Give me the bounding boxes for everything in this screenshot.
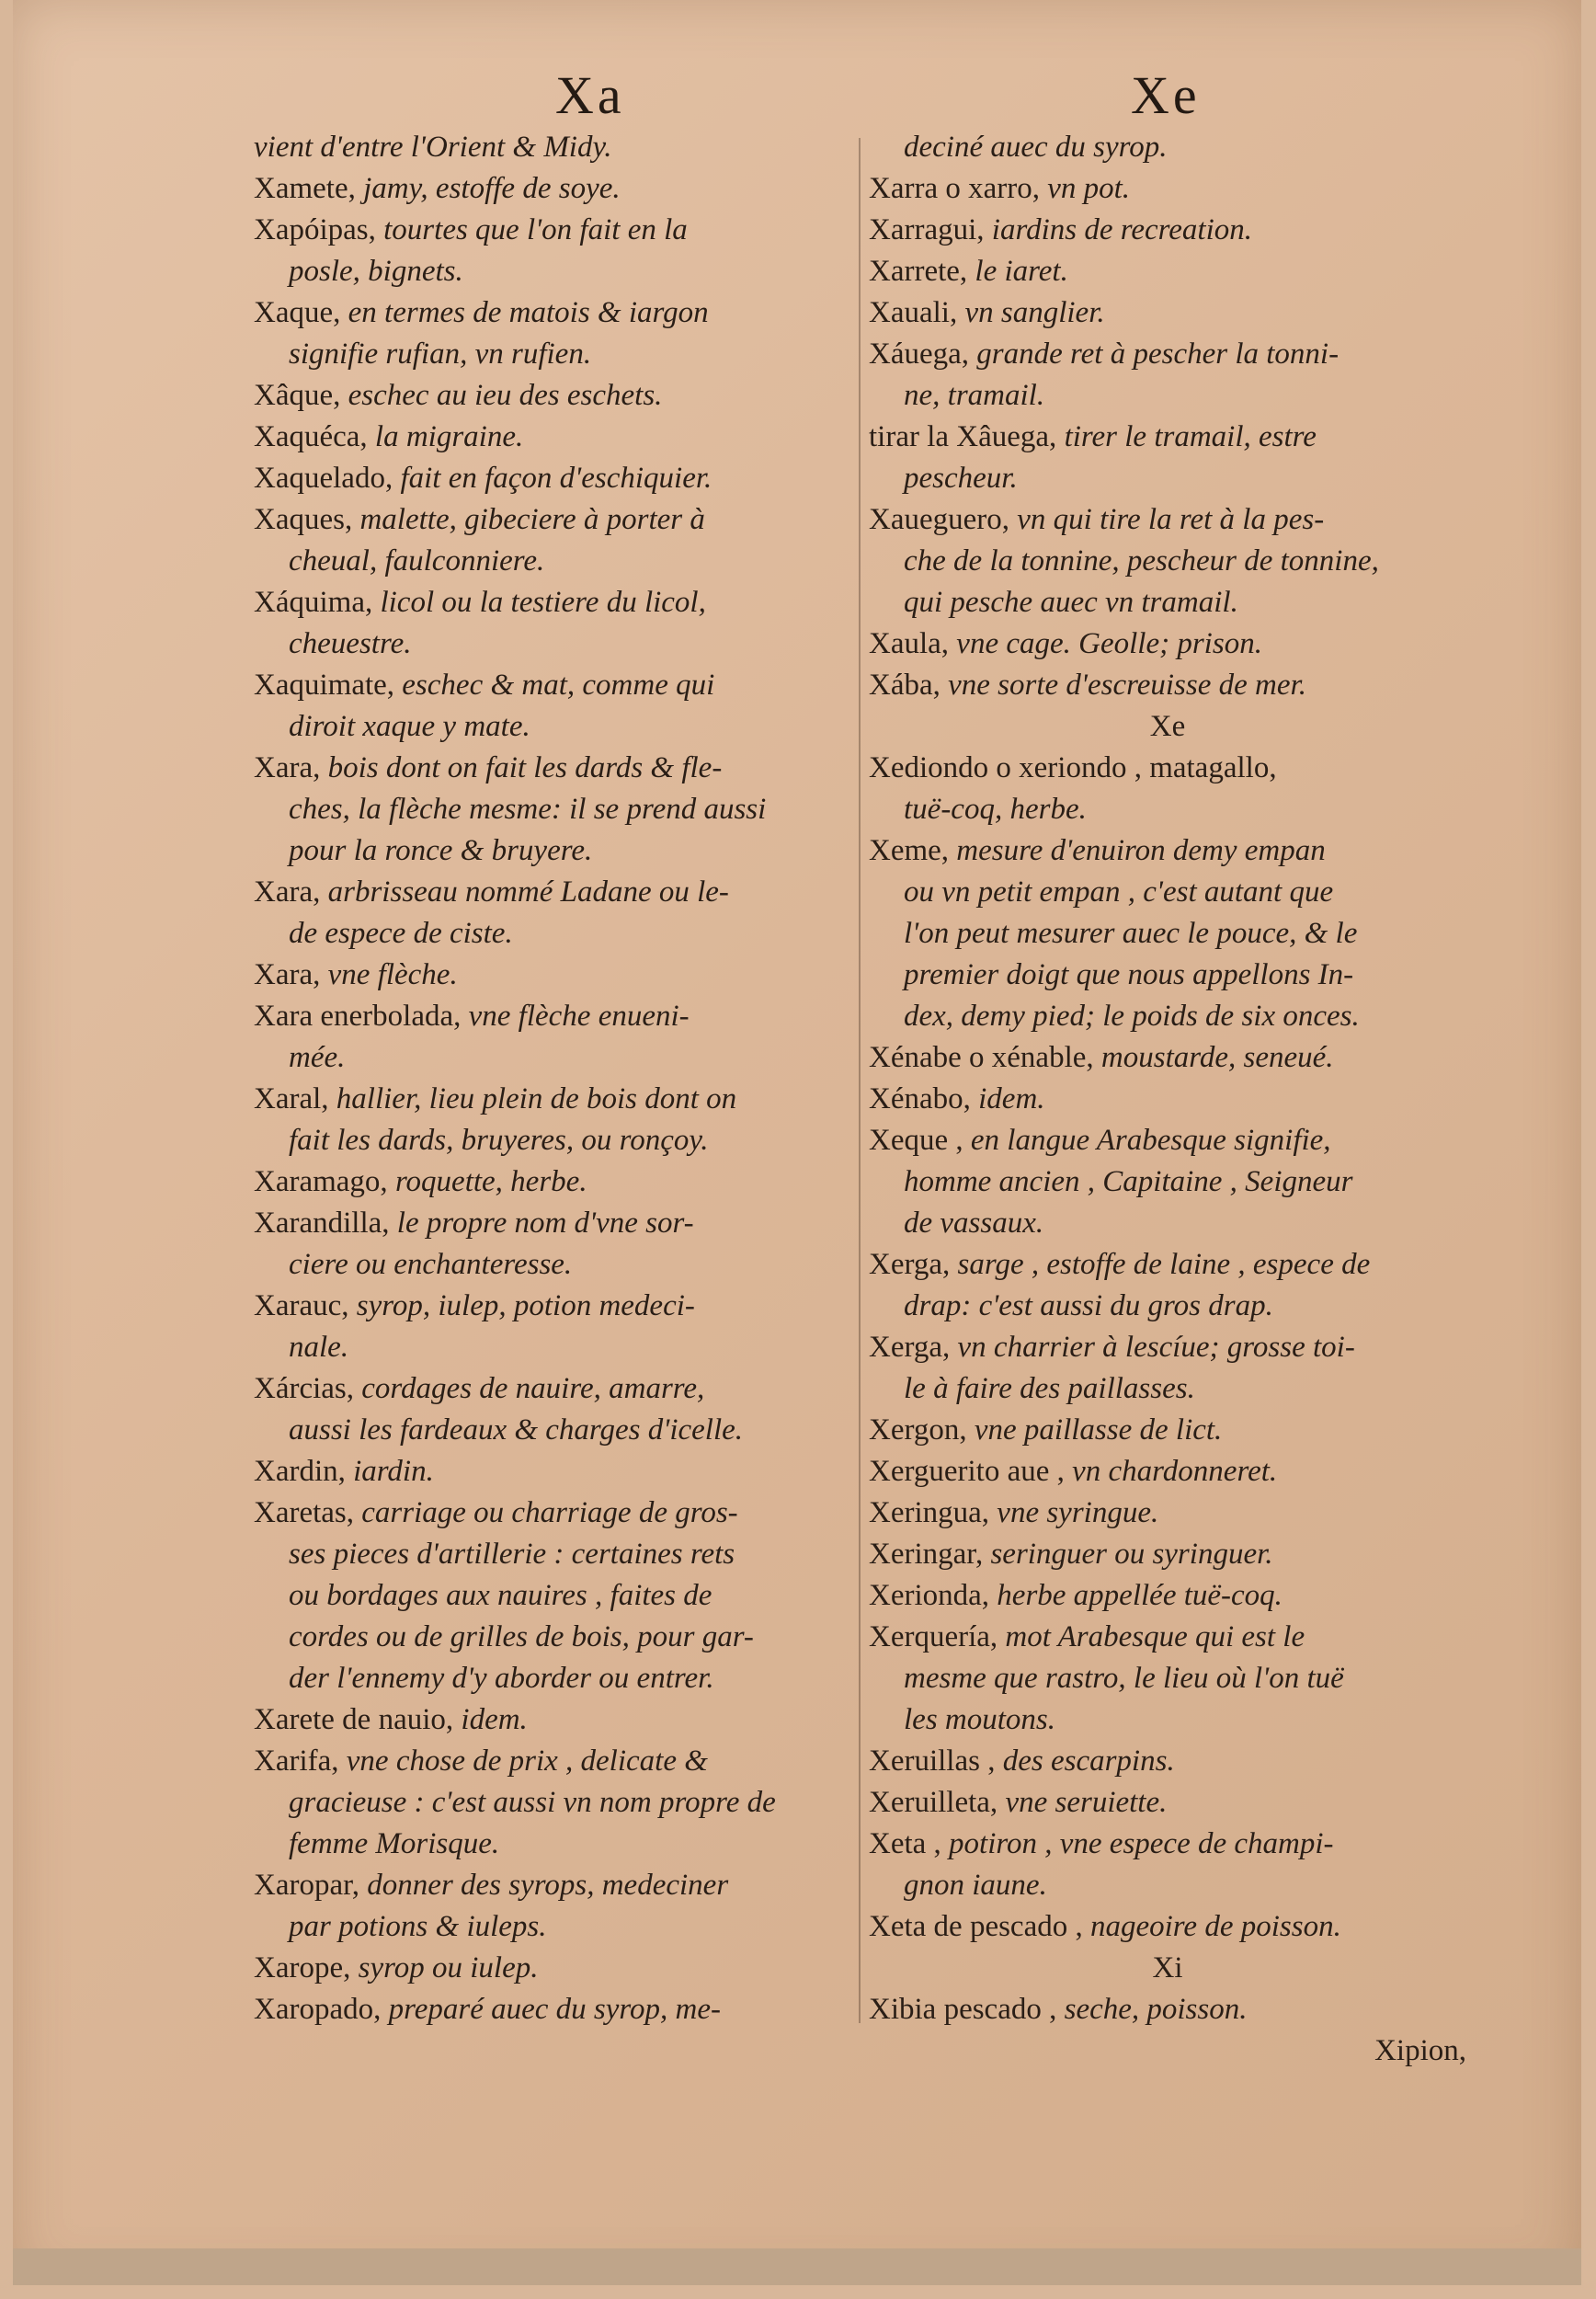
dictionary-entry [869,1120,1466,1244]
entry-continuation: dex, demy pied; le poids de six onces. [904,1000,1360,1033]
dictionary-entry [254,1865,851,1948]
entry-headword: Xara, [254,875,328,909]
entry-translation: tourtes que l'on fait en la [383,213,688,246]
dictionary-entry [869,830,1466,1037]
entry-translation: le propre nom d'vne sor- [396,1207,694,1240]
entry-translation: vn qui tire la ret à la pes- [1017,503,1325,536]
entry-translation: la migraine. [374,420,524,453]
entry-continuation: fait les dards, bruyeres, ou ronçoy. [289,1124,709,1157]
entry-headword: Xarauc, [254,1289,357,1322]
entry-continuation: mesme que rastro, le lieu où l'on tuë [904,1662,1344,1695]
entry-translation: grande ret à pescher la tonni- [976,337,1340,371]
dictionary-entry [869,210,1466,251]
entry-headword: Xárcias, [254,1372,362,1405]
entry-headword: Xâque, [254,379,348,412]
dictionary-entry [869,1410,1466,1451]
entry-translation: preparé auec du syrop, me- [388,1993,721,2026]
dictionary-entry [869,168,1466,210]
entry-translation: vn pot. [1047,172,1131,205]
entry-translation: nageoire de poisson. [1089,1910,1341,1943]
dictionary-entry [869,748,1466,830]
entry-headword: Xerga, [869,1331,958,1364]
left-column-header: Xa [555,65,625,125]
entry-translation: vne syringue. [997,1496,1159,1529]
dictionary-entry [254,168,851,210]
entry-translation: iardins de recreation. [991,213,1252,246]
entry-translation: licol ou la testiere du licol, [380,586,706,619]
entry-headword: Xáuega, [869,337,977,371]
entry-translation: seringuer ou syringuer. [990,1538,1273,1571]
entry-headword: Xara, [254,751,328,784]
entry-headword: Xarragui, [869,213,992,246]
entry-headword: Xaquimate, [254,669,403,702]
entry-continuation: ou vn petit empan , c'est autant que [904,875,1334,909]
entry-headword: Xaquelado, [254,462,401,495]
dictionary-entry [869,623,1466,665]
entry-continuation: ses pieces d'artillerie : certaines rets [289,1538,735,1571]
entry-continuation: cordes ou de grilles de bois, pour gar- [289,1620,754,1653]
entry-continuation: homme ancien , Capitaine , Seigneur [904,1165,1353,1198]
entry-translation: syrop ou iulep. [358,1951,539,1984]
dictionary-entry [869,1824,1466,1906]
dictionary-entry [254,1161,851,1203]
dictionary-entry [254,582,851,665]
entry-continuation: aussi les fardeaux & charges d'icelle. [289,1413,744,1447]
entry-translation: vne paillasse de lict. [974,1413,1223,1447]
entry-translation: donner des syrops, medeciner [367,1869,729,1902]
entry-continuation: cheuestre. [289,627,412,660]
entry-headword: Xarra o xarro, [869,172,1048,205]
entry-translation: vient d'entre l'Orient & Midy. [254,131,612,164]
entry-continuation: pescheur. [904,462,1018,495]
entry-translation: potiron , vne espece de champi- [949,1827,1334,1860]
dictionary-entry [254,748,851,872]
entry-headword: Xaral, [254,1082,336,1115]
entry-continuation: le à faire des paillasses. [904,1372,1195,1405]
entry-headword: Xaquéca, [254,420,375,453]
entry-continuation: qui pesche auec vn tramail. [904,586,1238,619]
entry-translation: malette, gibeciere à porter à [359,503,705,536]
entry-translation: cordages de nauire, amarre, [361,1372,705,1405]
entry-headword: Xarifa, [254,1744,347,1778]
entry-headword: Xamete, [254,172,364,205]
entry-headword: Xibia pescado , [869,1993,1065,2026]
dictionary-entry [254,665,851,748]
entry-headword: Xapóipas, [254,213,384,246]
entry-headword: Xába, [869,669,949,702]
entry-translation: vn sanglier. [964,296,1105,329]
dictionary-entry [869,1493,1466,1534]
entry-headword: Xerguerito aue , [869,1455,1073,1488]
entry-headword: Xarandilla, [254,1207,397,1240]
right-column-header: Xe [1131,65,1201,125]
entry-continuation: tuë-coq, herbe. [904,793,1087,826]
entry-continuation: mée. [289,1041,346,1074]
dictionary-entry [869,1575,1466,1617]
entry-translation: vne flèche. [327,958,458,991]
dictionary-entry [869,292,1466,334]
entry-translation: en langue Arabesque signifie, [970,1124,1331,1157]
entry-translation: des escarpins. [1002,1744,1175,1778]
entry-headword: Xara, [254,958,328,991]
dictionary-entry [254,1286,851,1368]
dictionary-entry [869,1989,1466,2030]
entry-continuation: ciere ou enchanteresse. [289,1248,573,1281]
dictionary-entry [254,955,851,996]
entry-translation: tirer le tramail, estre [1064,420,1317,453]
dictionary-entry [254,1451,851,1493]
entry-translation: mot Arabesque qui est le [1005,1620,1305,1653]
entry-translation: vne chose de prix , delicate & [346,1744,708,1778]
entry-headword: Xerga, [869,1248,958,1281]
entry-translation: idem. [461,1703,528,1736]
section-heading-xi: Xi [1152,1951,1183,1984]
entry-headword: Xeque , [869,1124,971,1157]
entry-continuation: der l'ennemy d'y aborder ou entrer. [289,1662,714,1695]
dictionary-entry [254,996,851,1079]
book-page [13,0,1581,2285]
entry-continuation: ne, tramail. [904,379,1045,412]
entry-continuation: ou bordages aux nauires , faites de [289,1579,712,1612]
entry-headword: Xaque, [254,296,348,329]
entry-translation: vne cage. Geolle; prison. [956,627,1262,660]
dictionary-entry [254,210,851,292]
dictionary-entry [254,458,851,499]
entry-translation: hallier, lieu plein de bois dont on [336,1082,737,1115]
entry-headword: Xerquería, [869,1620,1006,1653]
entry-translation: sarge , estoffe de laine , espece de [957,1248,1371,1281]
dictionary-entry [254,1079,851,1161]
entry-continuation: par potions & iuleps. [289,1910,547,1943]
entry-headword: Xeme, [869,834,957,867]
entry-headword: Xáquima, [254,586,381,619]
entry-headword: Xaueguero, [869,503,1018,536]
dictionary-entry [254,127,851,168]
dictionary-entry [869,1906,1466,1948]
entry-translation: vn charrier à lescíue; grosse toi- [957,1331,1355,1364]
dictionary-entry [869,1079,1466,1120]
dictionary-entry [869,127,1466,168]
entry-headword: Xardin, [254,1455,354,1488]
entry-headword: Xaropado, [254,1993,389,2026]
dictionary-entry [869,1451,1466,1493]
dictionary-entry [869,1244,1466,1327]
entry-continuation: les moutons. [904,1703,1055,1736]
entry-headword: Xarete de nauio, [254,1703,462,1736]
entry-translation: iardin. [353,1455,434,1488]
entry-continuation: che de la tonnine, pescheur de tonnine, [904,544,1379,578]
entry-continuation: nale. [289,1331,349,1364]
catchword: Xipion, [1374,2034,1466,2067]
entry-translation: syrop, iulep, potion medeci- [356,1289,695,1322]
dictionary-entry [869,1037,1466,1079]
dictionary-entry [869,1741,1466,1782]
right-column [869,127,1466,2072]
entry-headword: Xeringar, [869,1538,991,1571]
entry-headword: Xaques, [254,503,360,536]
entry-headword: Xeringua, [869,1496,998,1529]
entry-continuation: l'on peut mesurer auec le pouce, & le [904,917,1358,950]
entry-continuation: diroit xaque y mate. [289,710,530,743]
entry-headword: Xara enerbolada, [254,1000,469,1033]
dictionary-entry [869,499,1466,623]
entry-translation: vne seruiette. [1005,1786,1168,1819]
entry-continuation: cheual, faulconniere. [289,544,545,578]
dictionary-entry [869,1617,1466,1741]
left-column [254,127,851,2030]
entry-continuation: drap: c'est aussi du gros drap. [904,1289,1273,1322]
dictionary-entry [254,1699,851,1741]
entry-headword: Xarrete, [869,255,975,288]
dictionary-entry [869,1327,1466,1410]
entry-translation: moustarde, seneué. [1100,1041,1334,1074]
dictionary-entry [254,292,851,375]
entry-continuation: femme Morisque. [289,1827,500,1860]
entry-translation: vn chardonneret. [1072,1455,1278,1488]
section-heading-xe: Xe [1149,710,1186,743]
dictionary-entry [254,1948,851,1989]
entry-translation: deciné auec du syrop. [904,131,1168,164]
entry-translation: idem. [978,1082,1045,1115]
entry-headword: Xarope, [254,1951,359,1984]
entry-headword: Xeruilleta, [869,1786,1006,1819]
dictionary-entry [254,417,851,458]
entry-translation: en termes de matois & iargon [348,296,709,329]
entry-headword: Xeta , [869,1827,950,1860]
dictionary-entry [869,1534,1466,1575]
entry-continuation: posle, bignets. [289,255,463,288]
entry-translation: fait en façon d'eschiquier. [400,462,712,495]
dictionary-entry [254,1368,851,1451]
entry-continuation: ches, la flèche mesme: il se prend aussi [289,793,767,826]
entry-translation: eschec & mat, comme qui [402,669,715,702]
entry-continuation: signifie rufian, vn rufien. [289,337,592,371]
entry-continuation: pour la ronce & bruyere. [289,834,593,867]
entry-headword: Xaramago, [254,1165,395,1198]
entry-headword: Xediondo o xeriondo , matagallo, [869,751,1277,784]
dictionary-entry [869,417,1466,499]
entry-continuation: de vassaux. [904,1207,1044,1240]
entry-translation: le iaret. [975,255,1068,288]
dictionary-entry [254,1493,851,1699]
dictionary-entry [254,872,851,955]
entry-translation: seche, poisson. [1064,1993,1248,2026]
entry-headword: Xeruillas , [869,1744,1003,1778]
page-bottom-edge [13,2248,1581,2285]
dictionary-entry [254,1741,851,1865]
entry-headword: Xaretas, [254,1496,362,1529]
dictionary-entry [254,499,851,582]
dictionary-entry [869,334,1466,417]
entry-continuation: gracieuse : c'est aussi vn nom propre de [289,1786,776,1819]
entry-translation: vne flèche enueni- [468,1000,690,1033]
dictionary-entry [254,1989,851,2030]
entry-headword: Xaula, [869,627,957,660]
dictionary-entry [869,251,1466,292]
entry-headword: Xénabo, [869,1082,979,1115]
entry-translation: mesure d'enuiron demy empan [956,834,1326,867]
entry-headword: tirar la Xâuega, [869,420,1065,453]
entry-translation: roquette, herbe. [394,1165,587,1198]
entry-continuation: premier doigt que nous appellons In- [904,958,1354,991]
entry-headword: Xeta de pescado , [869,1910,1090,1943]
dictionary-entry [869,665,1466,706]
dictionary-entry [254,1203,851,1286]
column-divider [859,138,861,2023]
entry-translation: bois dont on fait les dards & fle- [327,751,723,784]
entry-translation: jamy, estoffe de soye. [363,172,621,205]
entry-continuation: gnon iaune. [904,1869,1047,1902]
entry-translation: vne sorte d'escreuisse de mer. [948,669,1306,702]
dictionary-entry [254,375,851,417]
entry-translation: eschec au ieu des eschets. [348,379,663,412]
entry-headword: Xénabe o xénable, [869,1041,1101,1074]
entry-headword: Xauali, [869,296,965,329]
entry-headword: Xerionda, [869,1579,998,1612]
entry-headword: Xaropar, [254,1869,368,1902]
entry-translation: carriage ou charriage de gros- [361,1496,738,1529]
entry-continuation: de espece de ciste. [289,917,513,950]
entry-translation: arbrisseau nommé Ladane ou le- [327,875,729,909]
dictionary-entry [869,1782,1466,1824]
entry-headword: Xergon, [869,1413,975,1447]
entry-translation: herbe appellée tuë-coq. [997,1579,1282,1612]
